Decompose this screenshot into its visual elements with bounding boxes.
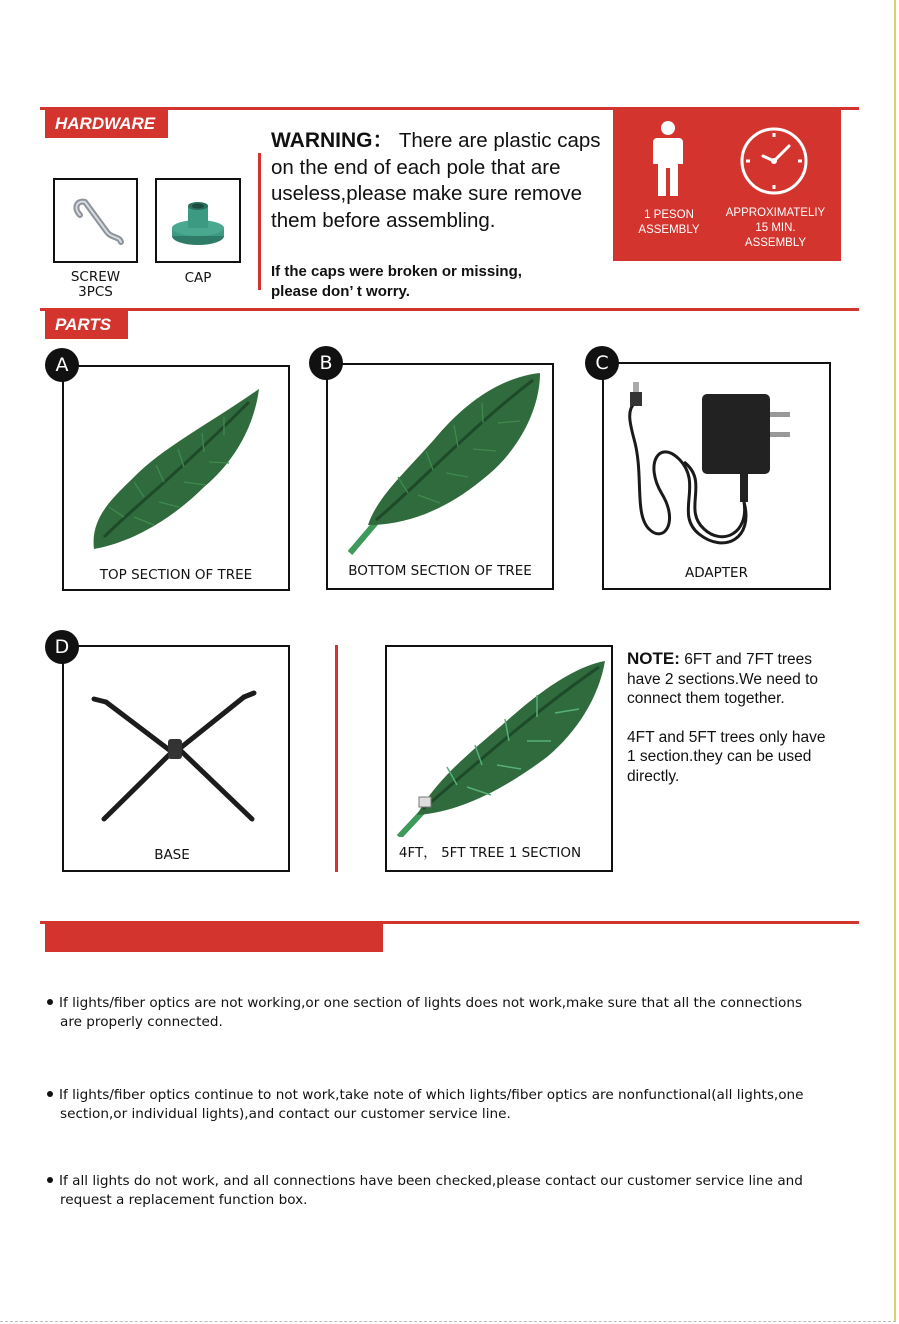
person-icon xyxy=(651,120,685,196)
troubleshoot-label-bar xyxy=(45,924,383,952)
part-d-caption: BASE xyxy=(154,847,190,863)
parts-divider xyxy=(335,645,338,872)
person-caption: 1 PESON ASSEMBLY xyxy=(638,209,700,236)
warning-head: WARNING： xyxy=(271,129,394,152)
cap-icon xyxy=(157,180,239,261)
clock-icon xyxy=(739,126,809,196)
troubleshoot-bullet-2: If lights/fiber optics continue to not work,take note of which lights/fiber optics are nonfunctional(all lights,one section,or individual lights),and contact our customer service line. xyxy=(47,1086,827,1123)
tree-bottom-image xyxy=(328,365,552,560)
part-c-badge: C xyxy=(585,346,619,380)
bullet-dot xyxy=(47,1091,53,1097)
assembly-info-panel xyxy=(613,108,841,261)
part-d-badge: D xyxy=(45,630,79,664)
screw-icon xyxy=(55,180,136,261)
hardware-divider xyxy=(258,153,261,290)
part-c-caption: ADAPTER xyxy=(685,565,748,581)
note-text: NOTE: 6FT and 7FT trees have 2 sections.We need to connect them together. 4FT and 5FT trees only have 1 section.they can be used directly. xyxy=(627,649,826,785)
bullet-dot xyxy=(47,999,53,1005)
hardware-label: HARDWARE xyxy=(45,110,168,138)
part-a-caption: TOP SECTION OF TREE xyxy=(99,567,253,583)
part-b-caption: BOTTOM SECTION OF TREE xyxy=(348,563,532,579)
note-head: NOTE: xyxy=(627,649,680,668)
troubleshoot-bullet-1: If lights/fiber optics are not working,or one section of lights does not work,make sure that all the connections are properly connected. xyxy=(47,994,827,1031)
tree-full-image xyxy=(387,647,611,837)
part-full-tree-box xyxy=(385,645,613,872)
parts-rule xyxy=(40,308,859,311)
part-b-box xyxy=(326,363,554,590)
warning-subtext: If the caps were broken or missing, please don’ t worry. xyxy=(271,263,522,300)
adapter-image xyxy=(604,364,829,559)
part-d-box xyxy=(62,645,290,872)
cap-caption: CAP xyxy=(184,270,212,286)
part-b-badge: B xyxy=(309,346,343,380)
troubleshoot-bullet-3: If all lights do not work, and all connections have been checked,please contact our customer service line and request a replacement function box. xyxy=(47,1172,827,1209)
base-image xyxy=(64,647,288,847)
part-full-tree-caption: 4FT， 5FT TREE 1 SECTION xyxy=(398,845,582,861)
tree-top-image xyxy=(64,367,288,557)
part-a-badge: A xyxy=(45,348,79,382)
part-c-box xyxy=(602,362,831,590)
part-a-box xyxy=(62,365,290,591)
time-caption: APPROXIMATELIY 15 MIN. ASSEMBLY xyxy=(725,207,826,249)
screw-caption: SCREW 3PCS xyxy=(70,269,121,300)
cap-box xyxy=(155,178,241,263)
bullet-dot xyxy=(47,1177,53,1183)
parts-label: PARTS xyxy=(45,311,128,339)
screw-box xyxy=(53,178,138,263)
warning-text: WARNING： There are plastic caps on the end of each pole that are useless,please make sure remove them before assembling. xyxy=(271,129,601,232)
